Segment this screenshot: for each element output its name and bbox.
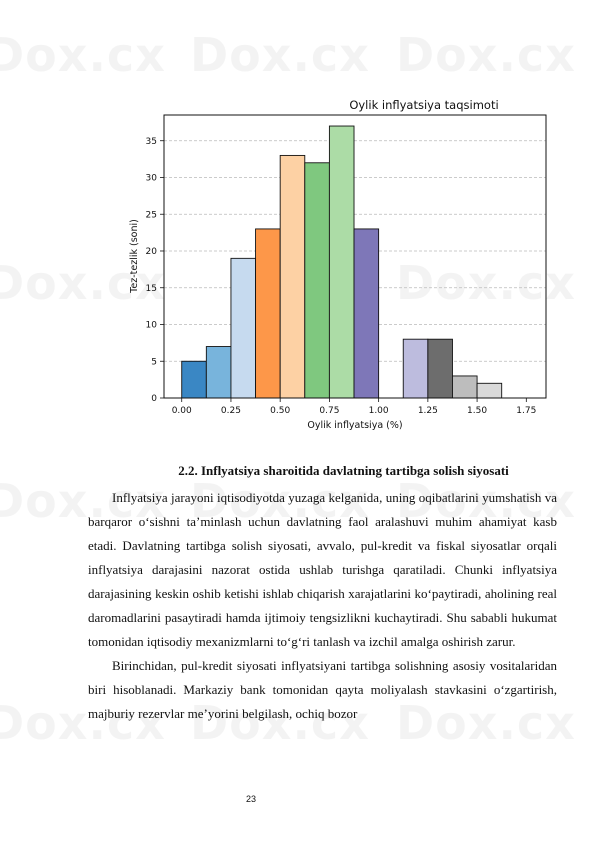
x-tick-label: 0.75: [319, 406, 340, 416]
x-ticks: [172, 398, 537, 416]
x-tick-label: 0.50: [270, 406, 291, 416]
histogram-chart: [118, 90, 558, 435]
paragraph: Birinchidan, pul-kredit siyosati inflyatsiyani tartibga solishning asosiy vositalaridan biri hisoblanadi. Markaziy bank tomonidan qayta moliyalash stavkasini o‘zgartirish, majburiy rezervlar me’yorini belgilash, ochiq bozor: [88, 658, 557, 721]
histogram-bar: [206, 347, 231, 398]
chart-title: Oylik inflyatsiya taqsimoti: [349, 98, 499, 112]
histogram-bar: [403, 339, 428, 398]
watermark: [0, 28, 166, 82]
section-heading: 2.2. Inflyatsiya sharoitida davlatning tartibga solish siyosati: [178, 463, 509, 478]
x-tick-label: 1.00: [368, 406, 389, 416]
x-tick-label: 0.00: [171, 406, 192, 416]
histogram-bar: [280, 155, 305, 398]
histogram-bar: [182, 361, 207, 398]
y-tick-label: 5: [151, 357, 157, 368]
histogram-bar: [354, 229, 379, 398]
y-tick-label: 15: [145, 283, 157, 294]
histogram-bar: [305, 163, 330, 398]
body-text: [88, 486, 557, 726]
x-tick-label: 1.25: [417, 406, 438, 416]
y-tick-label: 35: [145, 136, 157, 147]
y-ticks: [146, 137, 164, 404]
histogram-bar: [452, 376, 477, 398]
y-tick-label: 30: [145, 173, 157, 184]
watermark: [396, 28, 576, 82]
histogram-bar: [329, 126, 354, 398]
page-number: 23: [246, 794, 257, 804]
watermark: [190, 28, 370, 82]
histogram-bar: [231, 258, 256, 398]
y-tick-label: 10: [145, 320, 157, 331]
bars: [182, 126, 502, 398]
paragraph: Inflyatsiya jarayoni iqtisodiyotda yuzaga kelganida, uning oqibatlarini yumshatish va barqaror o‘sishni ta’minlash uchun davlatning faol aralashuvi muhim ahamiyat kasb etadi. Davlatning tartibga solish siyosati, avvalo, pul-kredit va fiskal siyosatlar orqali inflyatsiya darajasini nazorat ostida ushlab turishga qaratiladi. Chunki inflyatsiya darajasining keskin oshib ketishi ishlab chiqarish xarajatlarini ko‘paytiradi, aholining real daromadlarini pasaytiradi hamda ijtimoiy tengsizlikni kuchaytiradi. Shu sababli hukumat tomonidan iqtisodiy mexanizmlarni to‘g‘ri tanlash va izchil amalga oshirish zarur.: [88, 490, 557, 649]
x-tick-label: 1.75: [516, 406, 537, 416]
histogram-bar: [477, 383, 502, 398]
histogram-bar: [256, 229, 281, 398]
histogram-bar: [428, 339, 453, 398]
x-tick-label: 0.25: [220, 406, 241, 416]
y-tick-label: 20: [145, 247, 157, 258]
x-axis-label: Oylik inflyatsiya (%): [307, 420, 403, 431]
y-tick-label: 0: [151, 394, 157, 405]
y-axis-label: Tez-tezlik (soni): [129, 219, 140, 293]
y-tick-label: 25: [145, 210, 157, 221]
x-tick-label: 1.50: [467, 406, 488, 416]
